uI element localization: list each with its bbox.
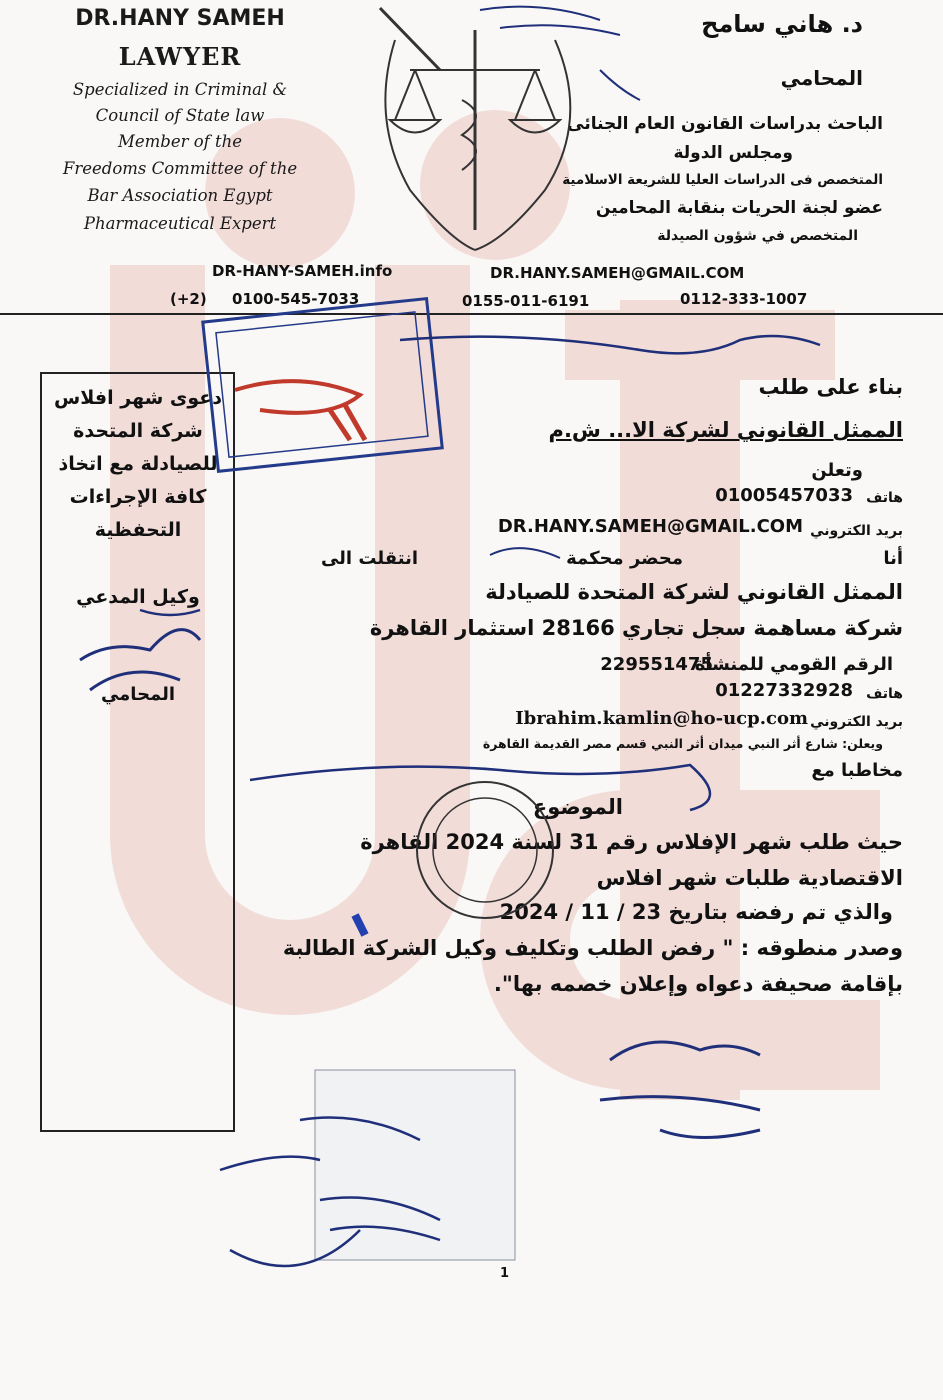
national-number: 229551475 [600,654,713,675]
letterhead-ar-line: ومجلس الدولة [673,143,793,163]
body-paragraph-line: حيث طلب شهر الإفلاس رقم 31 لسنة 2024 القاهرة [360,830,903,854]
announce-label: وتعلن [811,460,863,481]
i-label: أنا [883,548,903,569]
bailiff-label: محضر محكمة [566,548,683,569]
letterhead-en-name: DR.HANY SAMEH [75,6,285,31]
lawyer-label: المحامي [100,684,176,705]
national-number-label: الرقم القومي للمنشأة [694,654,893,675]
letterhead-ar-line: المتخصص فى الدراسات العليا للشريعة الاسلامية [562,172,883,188]
phone-label: هاتف [866,490,903,506]
phone-2: 0155-011-6191 [462,292,590,310]
request-intro: بناء على طلب [758,375,903,399]
letterhead-en-line: Specialized in Criminal & [72,80,288,99]
letterhead-en-line: Council of State law [95,106,265,125]
website-link[interactable]: DR-HANY-SAMEH.info [212,262,393,280]
agent-label: وكيل المدعي [76,586,200,608]
letterhead-ar-line: عضو لجنة الحريات بنقابة المحامين [595,198,883,218]
letterhead-ar-name: د. هاني سامح [701,10,863,38]
defendant-email-label: بريد الكتروني [810,714,903,730]
subject-label: الموضوع [532,795,623,819]
page-number: 1 [500,1266,510,1281]
letterhead-en-line: Pharmaceutical Expert [83,214,277,233]
addressed-with-label: مخاطبا مع [811,760,903,781]
body-paragraph-line: وصدر منطوقه : " رفض الطلب وتكليف وكيل الشركة الطالبة [282,936,903,960]
email-label: بريد الكتروني [810,523,903,539]
country-code: (+2) [170,290,207,308]
requester-phone: 01005457033 [715,485,853,506]
letterhead-en-title: LAWYER [118,42,242,71]
defendant-address: ويعلن: شارع أثر النبي ميدان أثر النبي قسم مصر القديمة القاهرة [482,736,883,751]
case-title: دعوى شهر افلاس شركة المتحدة للصيادلة مع اتخاذ كافة الإجراءات التحفظية [54,387,222,541]
letterhead-ar-line: الباحث بدراسات القانون العام الجنائى [567,114,883,134]
phone-1: 0100-545-7033 [232,290,360,308]
phone-3: 0112-333-1007 [680,290,808,308]
letterhead-en-line: Bar Association Egypt [87,186,273,205]
company-info: شركة مساهمة سجل تجاري 28166 استثمار القاهرة [369,616,903,640]
header-email-link[interactable]: DR.HANY.SAMEH@GMAIL.COM [490,264,745,282]
body-paragraph-line: الاقتصادية طلبات شهر افلاس [596,866,903,890]
moved-to-label: انتقلت الى [320,548,418,569]
header-divider [0,313,943,315]
case-sidebar-box [40,372,235,1132]
body-paragraph-line: والذي تم رفضه بتاريخ 23 / 11 / 2024 [499,900,893,924]
defendant-name: الممثل القانوني لشركة المتحدة للصيادلة [485,580,903,604]
letterhead-en-line: Freedoms Committee of the [62,159,298,178]
defendant-phone: 01227332928 [715,680,853,701]
requester-email: DR.HANY.SAMEH@GMAIL.COM [497,516,803,537]
letterhead-ar-line: المتخصص في شؤون الصيدلة [657,228,858,244]
defendant-email: Ibrahim.kamlin@ho-ucp.com [515,708,808,729]
body-paragraph-line: بإقامة صحيفة دعواه وإعلان خصمه بها". [493,972,903,996]
requester-name: الممثل القانوني لشركة الا... ش.م [548,418,903,442]
letterhead-en-line: Member of the [117,132,243,151]
watermark-dot-right [420,110,570,260]
letterhead-ar-title: المحامي [780,66,863,90]
defendant-phone-label: هاتف [866,686,903,702]
watermark-top-bar [565,310,835,380]
